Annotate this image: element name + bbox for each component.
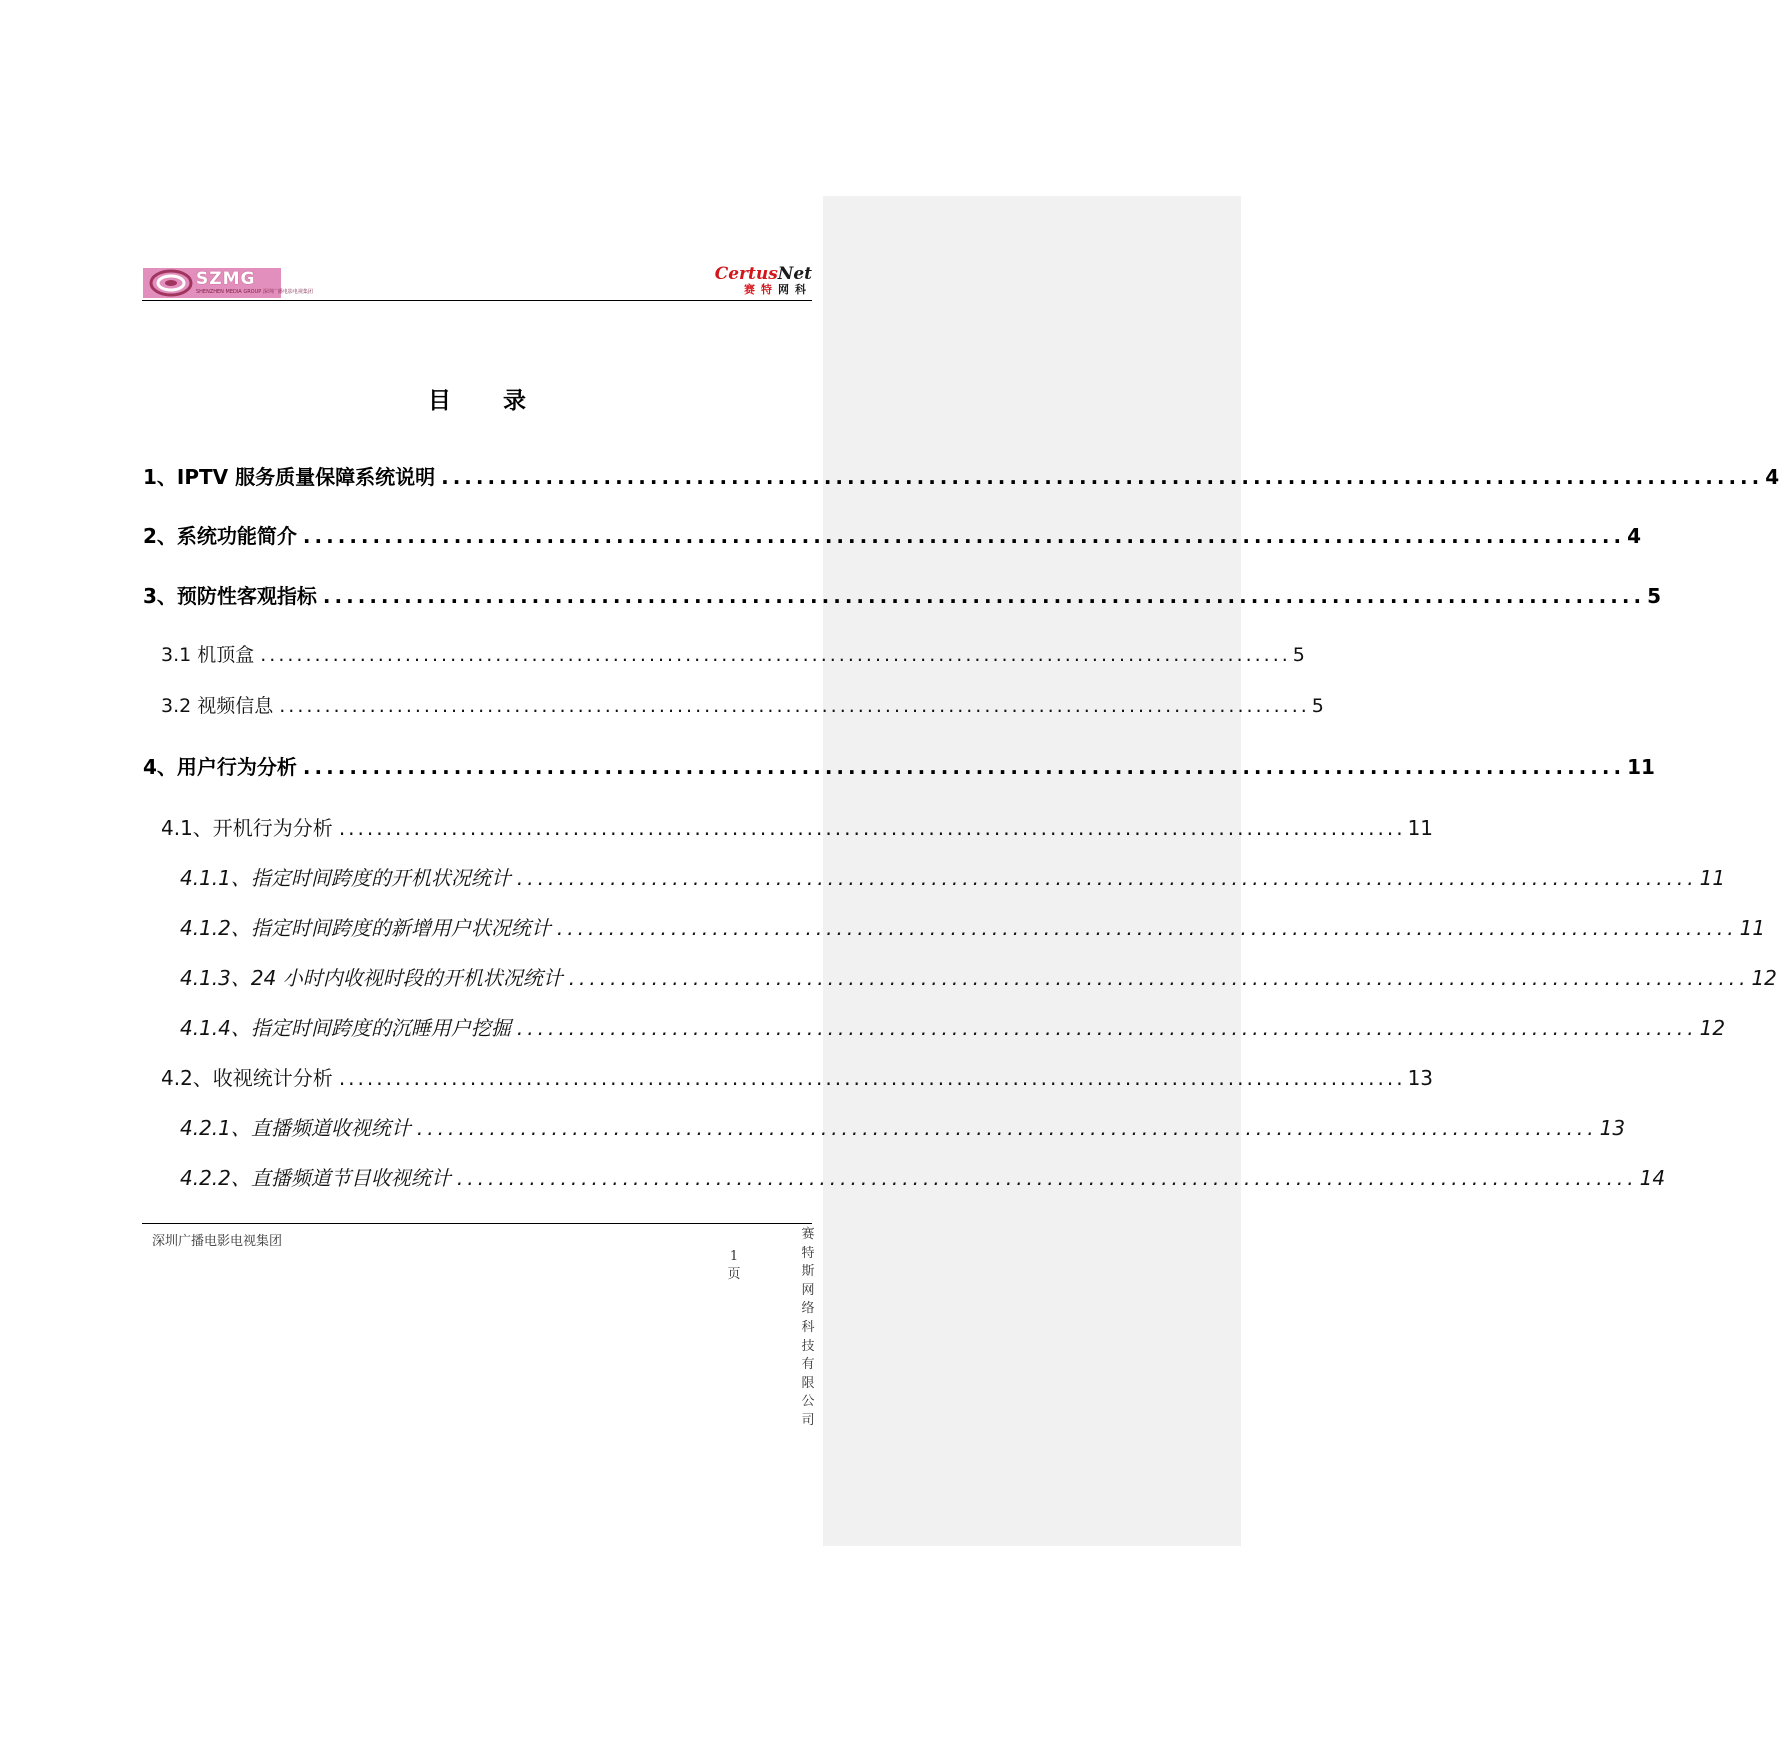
toc-entry-page: 11 [1627, 755, 1655, 779]
toc-entry-label: 4.2.2、直播频道节目收视统计 [180, 1166, 451, 1190]
toc-entry-page: 11 [1407, 816, 1434, 840]
footer-page-number [724, 1248, 744, 1284]
toc-entry-page: 4 [1627, 524, 1641, 548]
toc-entry-label: 4、用户行为分析 [143, 755, 297, 779]
toc-entry[interactable] [180, 1162, 1666, 1191]
szmg-logo [143, 268, 313, 298]
certus-text: Certus [714, 264, 778, 284]
toc-entry[interactable] [143, 751, 1655, 780]
szmg-subtitle: SHENZHEN MEDIA GROUP 深圳广播电影电视集团 [196, 289, 313, 295]
toc-entry[interactable] [180, 962, 1777, 991]
page-number: 1 [729, 1249, 739, 1264]
toc-entry[interactable] [180, 1012, 1726, 1041]
toc-entry-page: 5 [1292, 644, 1305, 666]
toc-title: 目 录 [427, 388, 548, 414]
toc-leader: .................................................................................................................. [279, 695, 1310, 717]
toc-entry[interactable] [143, 520, 1641, 549]
toc-entry-label: 4.1.4、指定时间跨度的沉睡用户挖掘 [180, 1016, 511, 1040]
certus-cn-black: 网科 [778, 283, 812, 296]
szmg-swirl-icon [149, 269, 193, 297]
toc-entry-label: 4.1、开机行为分析 [161, 816, 333, 840]
toc-leader: .................................................................................................................. [456, 1166, 1638, 1190]
toc-leader: .................................................................................................................. [556, 916, 1738, 940]
toc-entry[interactable] [143, 461, 1779, 490]
toc-entry-label: 4.2、收视统计分析 [161, 1066, 333, 1090]
toc-leader: .................................................................................................................. [338, 816, 1406, 840]
toc-entry[interactable] [161, 812, 1434, 841]
footer-company-left: 深圳广播电影电视集团 [152, 1234, 283, 1249]
toc-entry-page: 13 [1407, 1066, 1434, 1090]
certus-cn-red: 赛特 [744, 283, 778, 296]
toc-entry-label: 4.2.1、直播频道收视统计 [180, 1116, 411, 1140]
toc-entry[interactable] [180, 1112, 1626, 1141]
toc-leader: .................................................................................................................. [441, 465, 1764, 489]
certusnet-logo [700, 266, 812, 295]
toc-entry[interactable] [161, 1062, 1434, 1091]
toc-leader: .................................................................................................................. [516, 1016, 1698, 1040]
toc-entry-label: 1、IPTV 服务质量保障系统说明 [143, 465, 436, 489]
footer-rule [142, 1223, 812, 1224]
toc-entry-label: 4.1.3、24 小时内收视时段的开机状况统计 [180, 966, 563, 990]
toc-entry-page: 12 [1751, 966, 1777, 990]
toc-entry[interactable] [180, 862, 1726, 891]
toc-entry-page: 4 [1765, 465, 1779, 489]
toc-entry-page: 11 [1699, 866, 1726, 890]
toc-entry-label: 2、系统功能简介 [143, 524, 297, 548]
toc-leader: .................................................................................................................. [516, 866, 1698, 890]
toc-entry-label: 4.1.1、指定时间跨度的开机状况统计 [180, 866, 511, 890]
toc-entry-label: 3、预防性客观指标 [143, 584, 317, 608]
toc-entry[interactable] [180, 912, 1766, 941]
toc-leader: .................................................................................................................. [568, 966, 1750, 990]
toc-entry-page: 13 [1599, 1116, 1626, 1140]
toc-leader: .................................................................................................................. [416, 1116, 1598, 1140]
toc-entry-label: 4.1.2、指定时间跨度的新增用户状况统计 [180, 916, 551, 940]
header-rule [142, 300, 812, 301]
toc-entry[interactable] [161, 640, 1305, 667]
toc-leader: .................................................................................................................. [260, 644, 1291, 666]
toc-entry-page: 12 [1699, 1016, 1726, 1040]
toc-leader: .................................................................................................................. [338, 1066, 1406, 1090]
page-unit: 页 [727, 1267, 741, 1282]
toc-entry-page: 14 [1639, 1166, 1666, 1190]
toc-leader: .................................................................................................................. [322, 584, 1646, 608]
toc-entry-label: 3.1 机顶盒 [161, 644, 255, 666]
certusnet-chinese [700, 284, 812, 295]
toc-entry-page: 11 [1739, 916, 1766, 940]
certusnet-brand [700, 266, 812, 283]
toc-entry-page: 5 [1311, 695, 1324, 717]
net-text: Net [777, 264, 812, 284]
toc-leader: .................................................................................................................. [302, 524, 1626, 548]
toc-entry[interactable] [143, 580, 1661, 609]
toc-entry-page: 5 [1647, 584, 1661, 608]
toc-entry[interactable] [161, 691, 1324, 718]
toc-entry-label: 3.2 视频信息 [161, 695, 274, 717]
toc-leader: .................................................................................................................. [302, 755, 1626, 779]
footer-company-right: 赛特斯网络科技有限公司 [801, 1227, 815, 1428]
szmg-brand-text: SZMG [196, 269, 256, 289]
